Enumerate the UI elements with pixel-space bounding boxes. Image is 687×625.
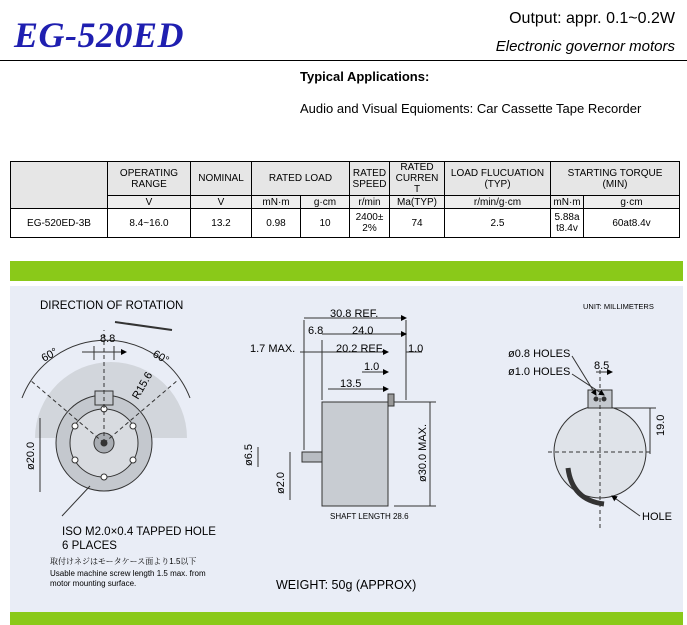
- holes-08: ø0.8 HOLES: [508, 348, 571, 360]
- product-subtitle: Electronic governor motors: [495, 38, 675, 55]
- dia-6-5: ø6.5: [243, 443, 255, 466]
- nominal-header: NOMINAL: [191, 162, 252, 196]
- output-spec: Output: appr. 0.1~0.2W: [509, 10, 675, 27]
- unit-load-torque: mN·m: [252, 196, 301, 209]
- angle-left: 60°: [39, 345, 60, 365]
- places-label: 6 PLACES: [62, 540, 117, 552]
- cell-operating: 8.4~16.0: [108, 209, 191, 238]
- shaft-length: SHAFT LENGTH 28.6: [330, 512, 409, 521]
- dim-24: 24.0: [352, 325, 374, 337]
- unit-start-gcm: g·cm: [584, 196, 680, 209]
- unit-label: UNIT: MILLIMETERS: [583, 302, 654, 311]
- starting-torque-header: STARTING TORQUE (MIN): [551, 162, 680, 196]
- dia-2: ø2.0: [275, 471, 287, 494]
- weight-label: WEIGHT: 50g (APPROX): [276, 578, 417, 592]
- usable-note-2: motor mounting surface.: [50, 579, 137, 588]
- angle-right: 60°: [150, 348, 171, 367]
- cell-load-torque: 0.98: [252, 209, 301, 238]
- cell-load-gcm: 10: [301, 209, 350, 238]
- holes-10: ø1.0 HOLES: [508, 366, 571, 378]
- back-view: [548, 356, 656, 530]
- unit-fluctuation: r/min/g·cm: [445, 196, 551, 209]
- cell-current: 74: [390, 209, 445, 238]
- rated-current-header: RATED CURREN T: [390, 162, 445, 196]
- applications-text: Audio and Visual Equioments: Car Cassette Tape Recorder: [300, 101, 642, 116]
- tapped-hole-label: ISO M2.0×0.4 TAPPED HOLE: [62, 526, 216, 538]
- unit-operating: V: [108, 196, 191, 209]
- dim-30-8: 30.8 REF.: [330, 308, 379, 320]
- dim-20-2: 20.2 REF.: [336, 343, 385, 355]
- unit-start-torque: mN·m: [551, 196, 584, 209]
- dim-1-0-a: 1.0: [408, 343, 424, 355]
- page-title: EG-520ED: [14, 15, 185, 55]
- cell-start-gcm: 60at8.4v: [584, 209, 680, 238]
- operating-range-header: OPERATING RANGE: [108, 162, 191, 196]
- rated-speed-header: RATED SPEED: [350, 162, 390, 196]
- rotation-label: DIRECTION OF ROTATION: [40, 300, 184, 312]
- unit-nominal: V: [191, 196, 252, 209]
- dim-19: 19.0: [655, 414, 667, 436]
- cell-start-torque: 5.88a t8.4v: [551, 209, 584, 238]
- cell-speed: 2400± 2%: [350, 209, 390, 238]
- dim-8-5: 8.5: [594, 360, 610, 372]
- dim-6-8: 6.8: [308, 325, 324, 337]
- dim-1-0-b: 1.0: [364, 361, 380, 373]
- dim-8-8: 8.8: [100, 333, 116, 345]
- usable-note-1: Usable machine screw length 1.5 max. from: [50, 569, 206, 578]
- dim-1-7: 1.7 MAX.: [250, 343, 296, 355]
- unit-speed: r/min: [350, 196, 390, 209]
- japanese-note: 取付けネジはモータケース面より1.5以下: [50, 557, 197, 566]
- dia-20-label: ø20.0: [25, 441, 37, 470]
- dia-30: ø30.0 MAX.: [417, 423, 429, 482]
- cell-fluctuation: 2.5: [445, 209, 551, 238]
- cell-model: EG-520ED-3B: [11, 209, 108, 238]
- unit-current: Ma(TYP): [390, 196, 445, 209]
- dim-13-5: 13.5: [340, 378, 362, 390]
- load-fluctuation-header: LOAD FLUCUATION (TYP): [445, 162, 551, 196]
- radius-label: R15.6: [130, 370, 156, 402]
- rated-load-header: RATED LOAD: [252, 162, 350, 196]
- hole-label: HOLE: [642, 511, 672, 523]
- unit-load-gcm: g·cm: [301, 196, 350, 209]
- applications-heading: Typical Applications:: [300, 69, 430, 84]
- cell-nominal: 13.2: [191, 209, 252, 238]
